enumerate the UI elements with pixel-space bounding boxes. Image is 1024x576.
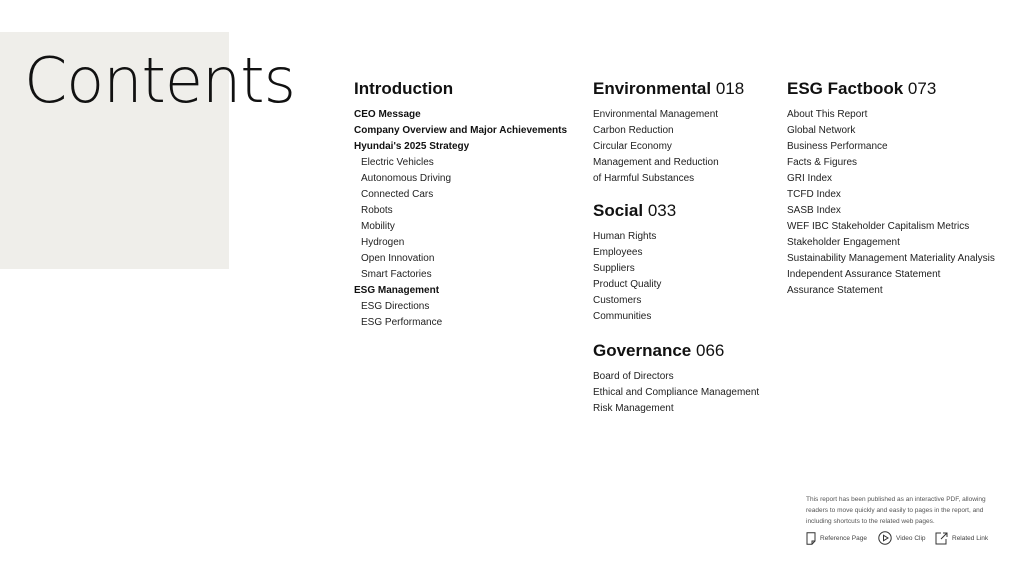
toc-item[interactable]: Risk Management [593,403,674,414]
toc-item[interactable]: GRI Index [787,173,833,184]
toc-item[interactable]: Hydrogen [361,237,405,248]
section-name: ESG Factbook [787,79,904,98]
toc-item[interactable]: ESG Management [354,285,440,296]
legend-related-link [935,531,988,545]
section-title-introduction[interactable] [354,79,567,99]
section-title-governance[interactable] [593,341,759,361]
legend-label: Video Clip [896,534,926,542]
section-title-social[interactable] [593,201,676,221]
page-title: Contents [24,44,295,117]
toc-item[interactable]: Ethical and Compliance Management [593,387,760,398]
toc-item[interactable]: Environmental Management [593,109,719,120]
external-link-icon [935,532,948,545]
toc-item[interactable]: Electric Vehicles [361,157,434,168]
toc-item[interactable]: Stakeholder Engagement [787,237,900,248]
toc-item[interactable]: Hyundai's 2025 Strategy [354,141,470,152]
toc-item[interactable]: Mobility [361,221,395,232]
legend-label: Reference Page [820,534,867,542]
legend-label: Related Link [952,534,989,542]
toc-item[interactable]: Human Rights [593,231,657,242]
toc-item[interactable]: Sustainability Management Materiality Analysis [787,253,995,264]
toc-item[interactable]: Robots [361,205,393,216]
toc-item[interactable]: Facts & Figures [787,157,858,168]
toc-item[interactable]: WEF IBC Stakeholder Capitalism Metrics [787,221,970,232]
esg-factbook-list [787,107,995,299]
section-name: Social [593,201,644,220]
section-name: Environmental [593,79,712,98]
legend-reference-page [806,531,867,545]
section-page-number: 018 [715,79,745,98]
toc-item[interactable]: of Harmful Substances [593,173,695,184]
toc-item[interactable]: SASB Index [787,205,841,216]
toc-item[interactable]: Assurance Statement [787,285,883,296]
section-name: Governance [593,341,692,360]
toc-item[interactable]: Open Innovation [361,253,435,264]
toc-item[interactable]: Suppliers [593,263,635,274]
section-page-number: 033 [647,201,677,220]
section-social [593,201,676,325]
legend-video-clip [878,531,926,545]
section-page-number: 073 [907,79,937,98]
interactive-pdf-note: This report has been published as an interactive PDF, allowing readers to move quickly and easily to pages in the report, and including shortcuts to the related web pages. [806,496,986,525]
toc-item[interactable]: Management and Reduction [593,157,719,168]
environmental-list [593,107,744,187]
page-corner-icon [806,532,816,545]
section-title-esg-factbook[interactable] [787,79,995,99]
toc-item[interactable]: Communities [593,311,652,322]
toc-item[interactable]: Global Network [787,125,856,136]
toc-item[interactable]: Smart Factories [361,269,432,280]
section-esg-factbook [787,79,995,299]
play-circle-icon [878,531,892,545]
toc-item[interactable]: Connected Cars [361,189,434,200]
toc-item[interactable]: Circular Economy [593,141,672,152]
section-introduction [354,79,567,331]
toc-item[interactable]: TCFD Index [787,189,841,200]
toc-item[interactable]: Autonomous Driving [361,173,452,184]
section-environmental [593,79,744,187]
social-list [593,229,676,325]
toc-item[interactable]: Customers [593,295,642,306]
toc-item[interactable]: Independent Assurance Statement [787,269,941,280]
section-name: Introduction [354,79,454,98]
toc-item[interactable]: CEO Message [354,109,421,120]
toc-item[interactable]: Board of Directors [593,371,674,382]
governance-list [593,369,759,417]
toc-item[interactable]: About This Report [787,109,868,120]
toc-item[interactable]: Product Quality [593,279,662,290]
section-governance [593,341,759,417]
toc-item[interactable]: ESG Directions [361,301,430,312]
toc-item[interactable]: Carbon Reduction [593,125,674,136]
toc-item[interactable]: Employees [593,247,643,258]
toc-item[interactable]: Business Performance [787,141,888,152]
section-page-number: 066 [696,341,725,360]
toc-item[interactable]: ESG Performance [361,317,443,328]
introduction-list [354,107,567,331]
section-title-environmental[interactable] [593,79,744,99]
toc-item[interactable]: Company Overview and Major Achievements [354,125,568,136]
